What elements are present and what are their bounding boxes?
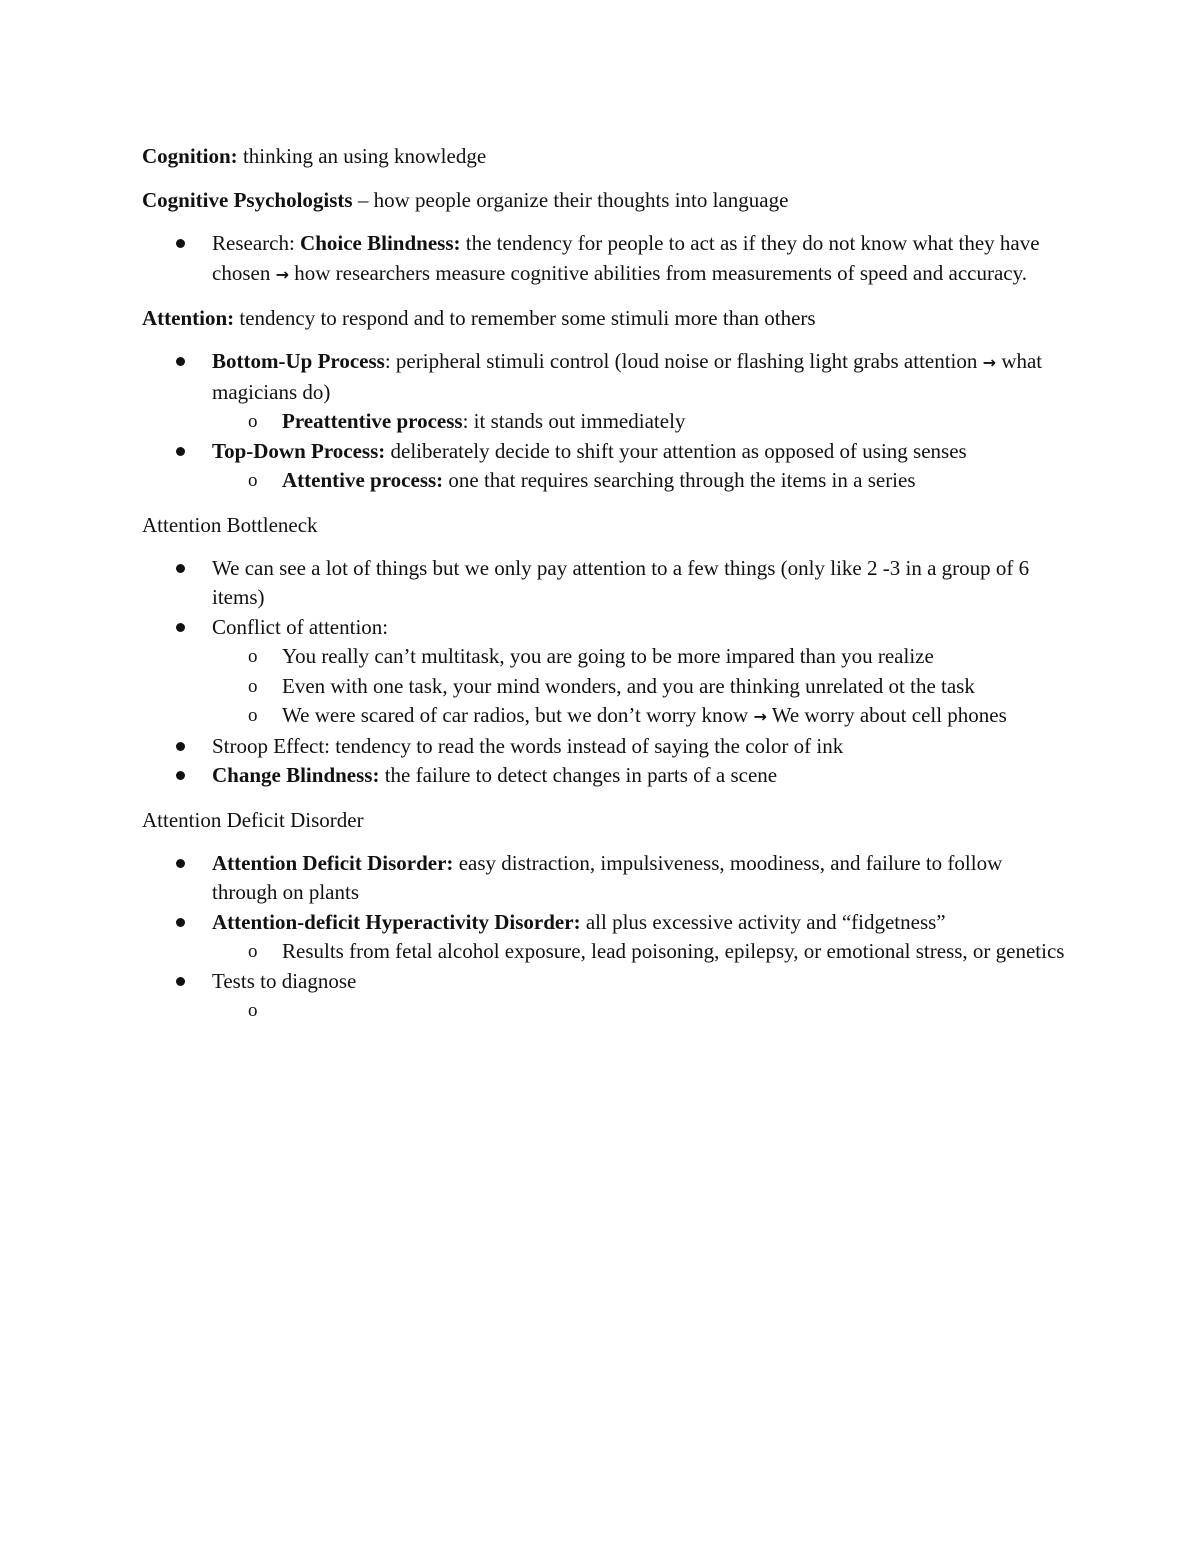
term: Attentive process: [282,468,444,492]
bullet-list-attention [142,347,1072,496]
circle-bullet-icon: o [248,1000,258,1021]
bullet-list-research [142,229,1072,289]
list-item: Conflict of attention: o You really can’t multitask, you are going to be more impared than you realize o Even with one task, your mind wonders, and you are thinking unrelated ot the task o We were scared of car radios, but we don’t worry know → We worry about cell phones [142,613,1072,732]
term: Attention-deficit Hyperactivity Disorder: [212,909,581,934]
document-body [142,141,1072,1040]
sub-list [142,466,1072,496]
definition-cognitive-psychologists [142,185,1072,215]
arrow-right-icon: → [982,353,997,372]
sub-list-item: o Even with one task, your mind wonders, and you are thinking unrelated ot the task [212,672,1072,702]
circle-bullet-icon: o [248,675,258,697]
bullet-icon [176,977,185,986]
bullet-icon [176,742,185,751]
circle-bullet-icon: o [248,411,258,432]
definition-text: thinking an using knowledge [237,144,487,168]
sub-list-item [212,996,1072,1026]
definition-cognition [142,141,1072,171]
bullet-list-bottleneck [142,554,1072,791]
list-item: We can see a lot of things but we only pay attention to a few things (only like 2 -3 in a group of 6 items) [142,554,1072,613]
heading-attention-deficit-disorder: Attention Deficit Disorder [142,807,364,832]
sub-list [142,996,1072,1026]
sub-list [142,642,1072,732]
definition-text: tendency to respond and to remember some stimuli more than others [234,306,816,330]
term: Choice Blindness: [300,231,461,255]
term: Top-Down Process: [212,438,386,463]
list-item: Stroop Effect: tendency to read the words instead of saying the color of ink [142,732,1072,762]
sub-list-item: o Attentive process: one that requires searching through the items in a series [212,466,1072,496]
list-item: Top-Down Process: deliberately decide to shift your attention as opposed of using senses o Attentive process: one that requires searching through the items in a series [142,437,1072,496]
bullet-icon [176,859,185,868]
bullet-icon [176,447,185,456]
heading-attention-bottleneck: Attention Bottleneck [142,512,318,537]
bullet-icon [176,564,185,573]
arrow-right-icon: → [275,264,289,284]
sub-list-item: o Preattentive process: it stands out immediately [212,407,1072,437]
definition-attention [142,303,1072,333]
term: Bottom-Up Process [212,349,385,373]
arrow-right-icon: → [753,707,767,726]
circle-bullet-icon: o [248,705,258,726]
bullet-list-add [142,849,1072,1026]
sub-list-item: o We were scared of car radios, but we don’t worry know → We worry about cell phones [212,701,1072,732]
sub-list [142,407,1072,437]
bullet-icon [176,357,185,366]
list-item: Attention Deficit Disorder: easy distraction, impulsiveness, moodiness, and failure to follow through on plants [142,849,1072,908]
bullet-icon [176,239,185,248]
sub-list-item: o You really can’t multitask, you are going to be more impared than you realize [212,642,1072,672]
list-item: Change Blindness: the failure to detect changes in parts of a scene [142,761,1072,791]
list-item: Research: Choice Blindness: the tendency for people to act as if they do not know what they have chosen → how researchers measure cognitive abilities from measurements of speed and accuracy. [142,229,1072,289]
list-item: Attention-deficit Hyperactivity Disorder: all plus excessive activity and “fidgetness” o Results from fetal alcohol exposure, lead poisoning, epilepsy, or emotional stress, or genetics [142,908,1072,967]
term: Cognitive Psychologists [142,188,353,212]
definition-text: – how people organize their thoughts into language [352,188,789,212]
sub-list [142,937,1072,967]
bullet-icon [176,623,185,632]
circle-bullet-icon: o [248,470,258,491]
circle-bullet-icon: o [248,941,258,962]
circle-bullet-icon: o [248,646,258,667]
bullet-icon [176,918,185,927]
term: Attention Deficit Disorder: [212,850,454,875]
bullet-icon [176,771,185,780]
term: Change Blindness: [212,763,380,787]
term: Preattentive process [282,409,463,433]
list-item: Tests to diagnose o [142,967,1072,1026]
term: Cognition: [142,144,238,168]
sub-list-item: o Results from fetal alcohol exposure, lead poisoning, epilepsy, or emotional stress, or genetics [212,937,1072,967]
term: Attention: [142,306,235,330]
list-item: Bottom-Up Process: peripheral stimuli control (loud noise or flashing light grabs attention → what magicians do) o Preattentive process: it stands out immediately [142,347,1072,437]
